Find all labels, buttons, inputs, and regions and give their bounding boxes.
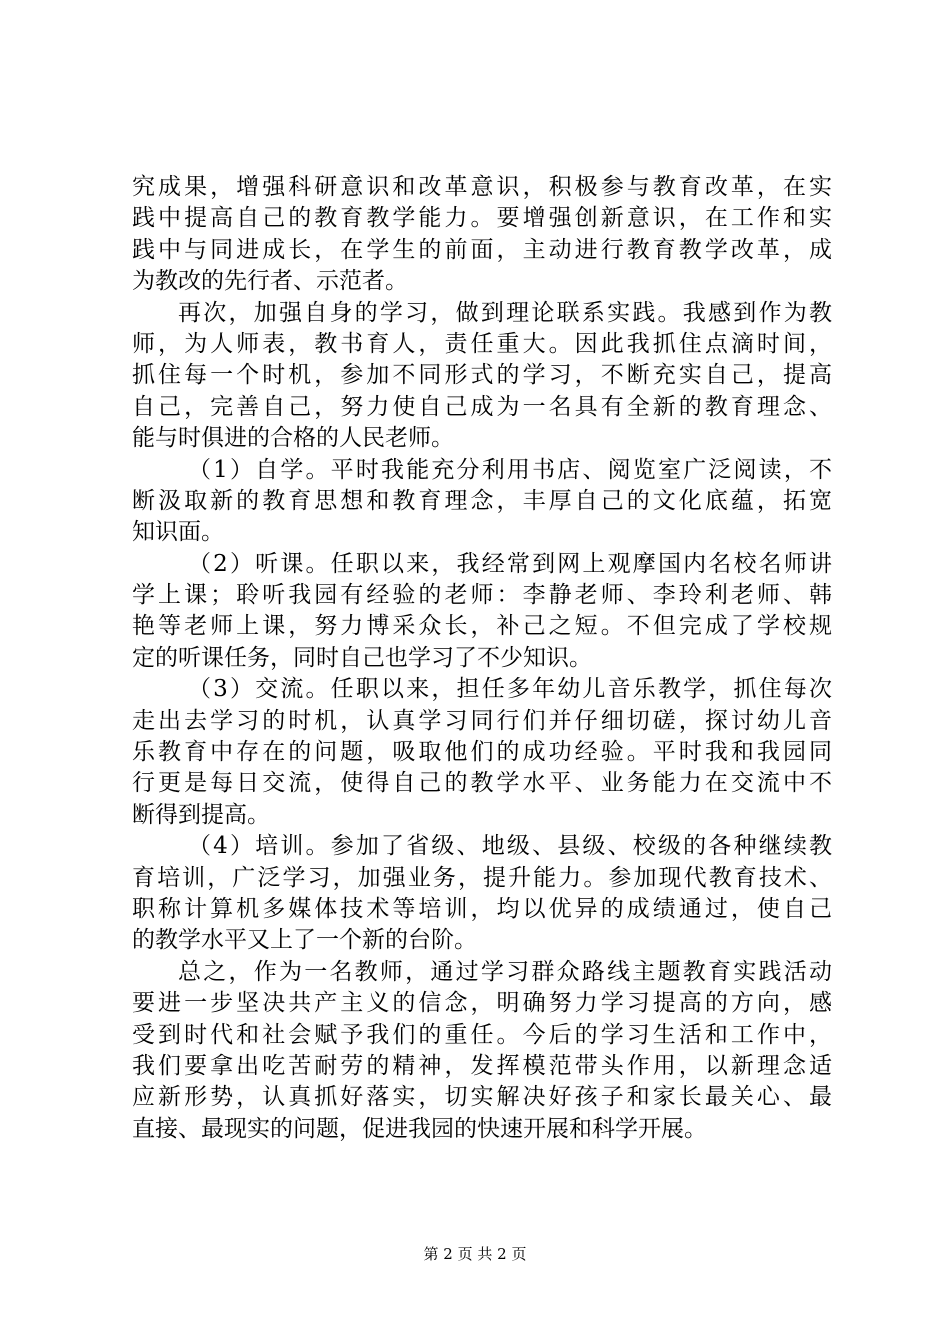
text-line: 受到时代和社会赋予我们的重任。今后的学习生活和工作中， <box>132 1021 832 1048</box>
text-line: 师，为人师表，教书育人，责任重大。因此我抓住点滴时间， <box>132 330 832 357</box>
text-line: 直接、最现实的问题，促进我园的快速开展和科学开展。 <box>132 1115 707 1142</box>
text-line: 究成果，增强科研意识和改革意识，积极参与教育改革，在实 <box>132 174 832 200</box>
text-line: 践中与同进成长，在学生的前面，主动进行教育教学改革，成 <box>132 236 832 263</box>
page-footer: 第 2 页 共 2 页 <box>423 1245 527 1263</box>
text-line: 为教改的先行者、示范者。 <box>132 268 408 295</box>
text-line: 职称计算机多媒体技术等培训，均以优异的成绩通过，使自己 <box>132 895 832 922</box>
text-line: 学上课；聆听我园有经验的老师：李静老师、李玲利老师、韩 <box>132 582 832 609</box>
text-line: 践中提高自己的教育教学能力。要增强创新意识，在工作和实 <box>132 205 832 232</box>
list-item-exchange: （3）交流。任职以来，担任多年幼儿音乐教学，抓住每次 <box>188 676 832 703</box>
text-line: 要进一步坚决共产主义的信念，明确努力学习提高的方向，感 <box>132 990 832 1017</box>
text-line: 应新形势，认真抓好落实，切实解决好孩子和家长最关心、最 <box>132 1084 832 1111</box>
list-item-self-study: （1）自学。平时我能充分利用书店、阅览室广泛阅读，不 <box>188 456 832 483</box>
text-line: 艳等老师上课，努力博采众长，补己之短。不但完成了学校规 <box>132 613 832 640</box>
text-line: 自己，完善自己，努力使自己成为一名具有全新的教育理念、 <box>132 393 832 420</box>
paragraph-conclusion: 总之，作为一名教师，通过学习群众路线主题教育实践活动 <box>178 958 832 985</box>
text-line: 抓住每一个时机，参加不同形式的学习，不断充实自己，提高 <box>132 362 832 389</box>
text-line: 知识面。 <box>132 519 224 546</box>
text-line: 我们要拿出吃苦耐劳的精神，发挥模范带头作用，以新理念适 <box>132 1052 832 1079</box>
list-item-training: （4）培训。参加了省级、地级、县级、校级的各种继续教 <box>188 833 832 860</box>
text-line: 走出去学习的时机，认真学习同行们并仔细切磋，探讨幼儿音 <box>132 707 832 734</box>
text-line: 行更是每日交流，使得自己的教学水平、业务能力在交流中不 <box>132 770 832 797</box>
text-line: 乐教育中存在的问题，吸取他们的成功经验。平时我和我园同 <box>132 739 832 766</box>
text-line: 断得到提高。 <box>132 801 270 828</box>
text-line: 育培训，广泛学习，加强业务，提升能力。参加现代教育技术、 <box>132 864 832 891</box>
text-line: 定的听课任务，同时自己也学习了不少知识。 <box>132 644 592 671</box>
text-line: 的教学水平又上了一个新的台阶。 <box>132 927 477 954</box>
text-line: 断汲取新的教育思想和教育理念，丰厚自己的文化底蕴，拓宽 <box>132 487 832 514</box>
text-line: 能与时俱进的合格的人民老师。 <box>132 425 454 452</box>
list-item-lectures: （2）听课。任职以来，我经常到网上观摩国内名校名师讲 <box>188 550 832 577</box>
paragraph-first-line: 再次，加强自身的学习，做到理论联系实践。我感到作为教 <box>178 299 832 326</box>
document-body <box>132 172 832 1145</box>
